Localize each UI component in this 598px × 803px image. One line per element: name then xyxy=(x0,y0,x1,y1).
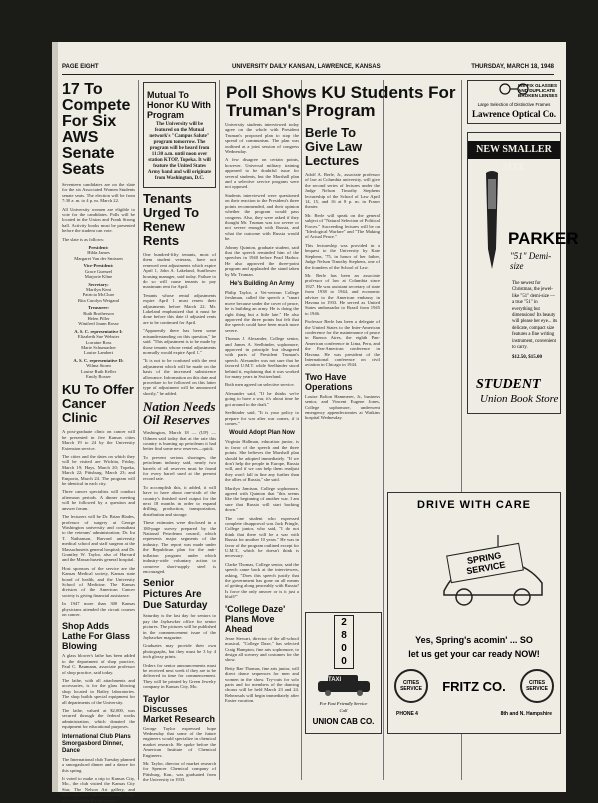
slate-office: Secretary: xyxy=(88,281,109,287)
optical-frames: Large Selection of Distinctive Frames xyxy=(477,102,551,107)
aws-slate xyxy=(62,245,135,379)
taxi-icon xyxy=(314,673,374,697)
newspaper-page xyxy=(54,42,579,803)
oil-headline: Nation Needs Oil Reserves xyxy=(143,399,216,428)
fritz-address: 8th and N. Hampshire xyxy=(500,711,552,717)
taxi-sign: TAXI xyxy=(328,677,342,683)
tenants-paragraph: "It is not to be confused with the rent adjustment which will be made on the basis of the increased subsistence allowance. Information on this date and procedure to be followed on this latter type of adjustment will be announced shortly," he added. xyxy=(143,358,216,396)
parker-model: "51" Demi-size xyxy=(510,251,552,271)
slate-office: A. S. C. representative II: xyxy=(73,357,124,363)
ad-lawrence-optical xyxy=(467,80,561,124)
cab-tag: For Fast Friendly Service xyxy=(319,701,368,706)
shop-headline: Shop Adds Lathe For Glass Blowing xyxy=(62,621,131,652)
poll-headline-block xyxy=(226,82,458,124)
poll-paragraph: Thomas J. Alexander, College senior, and James A. Seelbinder, sophomore, approved in principle but disagreed with parts of President Truman's speech. Alexander was not sure that he favored U.M.T. while Seelbinder stood behind it, explaining that it was worked for many years in Switzerland. xyxy=(225,336,299,380)
poll-paragraph: Johnny Quinton, graduate student, said that the speech reminded him of the speeches in 1940 before Pearl Harbor. He also approved the three-point program and applauded the stand taken by Mr. Truman. xyxy=(225,244,299,277)
intl-paragraph: It voted to make a trip to Kansas City, Mo., the club visited the Kansas City Star, The Nelson Art gallery, and Mexican and Chinese restaurants. They also attended a British movie. xyxy=(62,775,135,803)
column-3 xyxy=(225,122,299,782)
cab-tag: Call xyxy=(339,708,348,713)
poll-paragraph: Clarke Thomas, College senior, said the speech came back at the interviewers, asking, "Does this speech justify that the government has gone on all means of getting along peaceably with Russia? Is force the only answer or is it just a bluff?" xyxy=(225,561,299,600)
cancer-paragraph: Host sponsors of the service are the Kansas Medical society, Kansas state board of health, and the University School of Medicine. The Kansas division of the American Cancer society is giving financial assistance. xyxy=(62,565,135,598)
slate-candidate: Helen Piller xyxy=(87,315,110,321)
college-daze-headline: 'College Daze' Plans Move Ahead xyxy=(225,603,286,634)
slate-candidate: Elizabeth Sue Webster xyxy=(77,334,120,340)
column-rule xyxy=(219,80,220,780)
operations-headline: Two Have Operations xyxy=(305,371,353,392)
tenants-headline: Tenants Urged To Renew Rents xyxy=(143,191,200,248)
slate-candidate: Marie Schumacher xyxy=(81,344,116,350)
tenants-paragraph: "Apparently there has been some misunderstanding on this question," he said. "This adjustment is to be made by those tenants whose rental adjustments normally would expire April 1." xyxy=(143,328,216,355)
slate-candidate: Marilyn Kent xyxy=(86,286,111,292)
cancer-paragraph: A post-graduate clinic on cancer will be presented in five Kansas cities March 19 to 24 by the University Extension service. xyxy=(62,429,135,451)
poll-paragraph: Students interviewed were questioned on their reaction to the President's three points recommended, and their opinion whether the program would pass congress. Also, they were asked if they thought Mr. Truman was too severe or not severe enough with Russia, and what the outcome with Russia would be. xyxy=(225,192,299,242)
operations-paragraph: Louise Bolton Hammerer, Jr., business senior, and Vincent Eugene Jones, College sophomore, underwent emergency appendectomies at Watkins hospital Wednesday. xyxy=(305,393,380,421)
cancer-paragraph: Three cancer specialists will conduct afternoon periods. A dinner meeting will be followed by a question and answer forum. xyxy=(62,489,135,511)
seniors-headline: Senior Pictures Are Due Saturday xyxy=(143,578,208,612)
shop-paragraph: A glass blower's lathe has been added to the department of shop practice, Paul C. Baumann, associate professor of shop practice, said today. xyxy=(62,653,135,675)
column-1 xyxy=(62,80,135,803)
mutual-headline: Mutual To Honor KU With Program xyxy=(147,90,211,120)
page-number: PAGE EIGHT xyxy=(62,64,99,70)
oil-paragraph: To prevent serious shortages, the petroleum industry said, nearly two barrels of oil reserves must be found for every barrel used at the present record rate. xyxy=(143,454,216,482)
intl-paragraph: The International club Tuesday planned a smorgasbord dinner and a dance for this spring. xyxy=(62,756,135,773)
column-2 xyxy=(143,80,216,782)
aws-paragraph: All University women are eligible to vote for the candidates. Polls will be located in the Union and Frank Strong hall. Activity books must be presented before the student can vote. xyxy=(62,206,135,234)
cities-service-logo: CITIES SERVICE xyxy=(394,669,428,703)
poll-paragraph: Alexander said, "If he thinks we're going to have a war, it's about time he got around to the draft." xyxy=(225,390,299,407)
berle-paragraph: This lectureship was provided in a bequest to the University by Kate Stephens, '75, in honor of her father, Judge Nelson Timothy Stephens, one of the founders of the School of Law. xyxy=(305,242,380,270)
cab-phone: 2 8 0 0 xyxy=(334,615,354,669)
college-daze-paragraph: Betty Rae Thomas, fine arts junior, will direct dance sequences for men and women in the show. Try-outs for solo parts and for members of the dancing chorus will be held March 23 and 24. Rehearsals will begin immediately after Easter vacation. xyxy=(225,665,299,704)
college-daze-paragraph: Jesse Stewart, director of the all-school musical, "College Daze," has selected Craig Hampton, fine arts sophomore, to design all scenery and costumes for the show. xyxy=(225,635,299,663)
cancer-paragraph: The lecturers will be Dr. Brian Blades, professor of surgery at George Washington university and consultant to the veterans' administration; Dr. Ira T. Nathanson, Harvard university medical school and staff surgeon at the Massachusetts general hospital; and Dr. Grantley W. Taylor, also of Harvard and the Massachusetts general hospital. xyxy=(62,514,135,563)
slate-candidate: Margaret Van der Smissen xyxy=(74,255,123,261)
optical-line: AND DUPLICATE xyxy=(518,88,556,93)
slate-candidate: Hilda James xyxy=(87,250,110,256)
seniors-paragraph: Orders for senior announcements must be received next week if they are to be delivered in time for commencement. They will be printed by Green Jewelry company in Kansas City, Mo. xyxy=(143,662,216,690)
ad-union-cab xyxy=(305,612,382,734)
store-name: STUDENT xyxy=(476,377,541,392)
seniors-paragraph: Saturday is the last day for seniors to pay the Jayhawker office for senior pictures. The pictures will be published in the commencement issue of the Jayhawker magazine. xyxy=(143,613,216,640)
masthead: UNIVERSITY DAILY KANSAN, LAWRENCE, KANSAS xyxy=(232,64,381,70)
poll-subhead: He's Building An Army xyxy=(229,280,295,287)
parker-price: $12.50, $15.00 xyxy=(512,355,542,360)
poll-paragraph: Both men agreed on selective service. xyxy=(225,382,295,388)
mutual-body: The University will be featured on the Mutual network's "Campus Salute" program tomorrow. The program will be heard from 11:30 a.m. until noon over station KTOP, Topeka. It will feature the United States Army band and will originate from Washington, D.C. xyxy=(147,122,212,181)
fritz-slogan: Yes, Spring's acomin' ... SO xyxy=(415,635,533,645)
parker-banner: NEW SMALLER SIZE xyxy=(468,141,560,159)
poll-paragraph: University students interviewed today agree on the whole with President Truman's proposed plan to stop the spread of communism. The plan was outlined at a joint session of congress Wednesday. xyxy=(225,122,299,155)
column-rule xyxy=(383,80,384,780)
optical-line: WE FIX GLASSES xyxy=(518,83,558,88)
cities-service-logo: CITIES SERVICE xyxy=(520,669,554,703)
spring-service-sign: SPRING SERVICE xyxy=(446,543,524,583)
slate-office: A. S. C. representative I: xyxy=(74,328,123,334)
oil-paragraph: These estimates were disclosed in a 180-page survey prepared by the National Petroleum council, which represents major segments of the industry. The report was made under the Republican plan for the anti-inflation program under which industry-wide voluntary action to conserve short-supply steel is encouraged. xyxy=(143,520,216,574)
slate-candidate: Rita Carolyn Weigand xyxy=(78,297,119,303)
parker-brand: PARKER xyxy=(508,229,579,248)
slate-candidate: Lorraine Ross xyxy=(85,339,112,345)
slate-candidate: Wilma Storm xyxy=(86,363,111,369)
column-rule xyxy=(301,80,302,780)
oil-paragraph: To accomplish this, it added, it will have to have about one-sixth of the country's finished steel output for the next 18 months in order to expand drilling, production, transportation, distribution and storage. xyxy=(143,484,216,517)
optical-line: BROKEN LENSES xyxy=(518,93,558,98)
slate-candidate: Emily Rosser xyxy=(86,374,111,379)
slate-candidate: Ruth Brotherson xyxy=(83,310,114,316)
cancer-paragraph: In 1947 more than 300 Kansas physicians attended the circuit courses on cancer. xyxy=(62,601,135,617)
berle-paragraph: Professor Berle has been a delegate of the United States to the Inter-American conference for the maintenance of peace in Buenos Aires, the eighth Pan-American conference in Lima, Peru, and the Pan-American conference in Havana. He was president of the International conference on civil aviation in Chicago in 1944. xyxy=(305,319,380,368)
slate-candidate: Marjorie Kline xyxy=(84,274,113,280)
fritz-company: FRITZ CO. xyxy=(442,679,506,694)
poll-subhead: Would Adopt Plan Now xyxy=(229,430,295,437)
berle-paragraph: Mr. Berle has been an associate professor of law at Columbia since 1927. He was assistant secretary of state from 1938 to 1944, and economic adviser to the American embassy in Havana in 1933. He served as United States ambassador to Brazil from 1945 to 1946. xyxy=(305,272,380,316)
aws-paragraph: Seventeen candidates are on the slate for the six Associated Women Students senate seats. The election will be from 7:30 a. m. to 4 p. m. March 22. xyxy=(62,182,135,204)
taylor-paragraph: Mr. Taylor, director of market research for Spencer Chemical company of Pittsburg, Kan., was graduated from the University in 1933. xyxy=(143,761,216,783)
shop-paragraph: The lathe, valued at $2,000, was secured through the federal works administration, which donated the equipment for educational purposes. xyxy=(62,708,135,730)
slate-candidate: Patricia McClure xyxy=(82,292,115,298)
poll-headline: Poll Shows KU Students For Truman's Program xyxy=(226,83,456,120)
slate-office: Vice-President: xyxy=(83,263,114,269)
seniors-paragraph: Graduates may provide their own photographs, but they must be 3 by 4 inch glossy prints. xyxy=(143,643,216,660)
fritz-phone: PHONE 4 xyxy=(396,711,418,717)
fritz-drive: DRIVE WITH CARE xyxy=(417,499,531,511)
dateline: THURSDAY, MARCH 18, 1948 xyxy=(471,64,554,70)
ad-parker xyxy=(467,132,579,414)
slate-candidate: Louise Lambert xyxy=(83,350,114,356)
tenants-paragraph: One hundred-fifty tenants, most of them student veterans, have not renewed rent adjustments which expire April 1, John A. Lakeland, Sunflower housing manager, said today. Failure to do so will cause tenants to pay maximum rent for April. xyxy=(143,252,216,290)
aws-paragraph: The slate is as follows: xyxy=(62,236,105,242)
poll-paragraph: Seelbinder said, "It is your policy to prepare for war after war comes, if it comes." xyxy=(225,410,299,426)
slate-office: President: xyxy=(88,245,109,251)
column-rule xyxy=(138,80,139,780)
cancer-headline: KU To Offer Cancer Clinic xyxy=(62,382,134,426)
poll-paragraph: Marilyn Jamison, College sophomore, agreed with Quinton that "this seems like the beginning of another war. I am sure that Russia will start backing down." xyxy=(225,485,299,513)
fritz-slogan: let us get your car ready NOW! xyxy=(408,649,540,659)
poll-paragraph: Philip Taylor, a Vet-veteran College freshman, called the speech a "smart move because under the cover of peace, he is building an army. He is doing the right thing but a little late." He also approved the three points but felt that the speech could have been much more severe. xyxy=(225,289,299,333)
taylor-headline: Taylor Discusses Market Research xyxy=(143,693,216,724)
store-subname: Union Book Store xyxy=(480,393,559,405)
slate-candidate: Louise Ruth Keller xyxy=(80,368,117,374)
optical-name: Lawrence Optical Co. xyxy=(471,109,557,119)
ad-fritz xyxy=(387,492,561,734)
slate-candidate: Grace Guenzel xyxy=(84,268,113,274)
slate-candidate: Winifred Joann Rosse xyxy=(78,321,119,327)
berle-headline: Berle To Give Law Lectures xyxy=(305,125,363,168)
page-header xyxy=(62,62,554,75)
parker-copy: The newest for Christmas, the jewel-like "51" demi-size — a true "51" in everything but dimensions! Its beauty will please her eye... its delicate, compact size features a fine writing instrument, convenient to carry. xyxy=(512,281,558,351)
cab-name: UNION CAB CO. xyxy=(312,717,375,726)
berle-paragraph: Adolf A. Berle, Jr., associate professor of law at Columbia university, will give the second series of lectures under the Judge Nelson Timothy Stephens lectureship of the School of Law April 14, 15, and 16 at 8 p. m. in Fraser theater. xyxy=(305,172,380,210)
cancer-paragraph: The cities and the dates on which they will be visited are Wichita, Friday, March 19; Hays, March 20; Topeka, March 22; Pittsburg, March 23; and Emporia, March 24. The program will be identical in each city. xyxy=(62,454,135,487)
poll-paragraph: Virginia Hallman, education junior, is in favor of the speech and the three points. She believes the Marshall plan should be adopted immediately. "If we don't help the people in Europe, Russia will, and if we can help them readjust they won't fall in line any further than the allies of Russia," she said. xyxy=(225,439,299,483)
mutual-box xyxy=(143,82,216,188)
berle-paragraph: Mr. Berle will speak on the general subject of "Natural Selection of Political Forces." Succeeding lectures will be on "Ideological Warfare" and "The Making of Actual Peace." xyxy=(305,212,380,240)
pen-icon xyxy=(472,169,512,279)
intl-headline: International Club Plans Smorgasbord Dinner, Dance xyxy=(62,733,131,754)
poll-paragraph: A few disagree on certain points, however. Universal military training appeared to be doubtful issue for several students, but the Marshall plan and a selective service program were not opposed. xyxy=(225,157,299,190)
oil-paragraph: Washington, March 18 — (UP) — Oilmen said today that at the rate this country is burning up petroleum it had better find some new reserves—quick. xyxy=(143,430,216,452)
taylor-paragraph: George Taylor expressed hope Wednesday that some of the future engineers would specialize in chemical market research. He spoke before the American Institute of Chemical Engineers. xyxy=(143,725,216,758)
aws-headline: 17 To Compete For Six AWS Senate Seats xyxy=(62,81,131,178)
shop-paragraph: The lathe, with all attachments and accessories, is for the glass blowing shop located in Bailey laboratories. The shop builds special equipment for all departments of the University. xyxy=(62,678,135,705)
tenants-paragraph: Tenants whose rental adjustments expire April 1 must renew their adjustments before March 22. Mr. Lakeland emphasized that it must be done before this date if adjusted rents are to be continued for April. xyxy=(143,292,216,325)
poll-paragraph: The one student who expressed complete disapproval was Jack Pringle, College junior, who said, "I do not think that there will be a war with Russia for another 10 years." He was in favor of the program outlined except for U.M.T., which he doesn't think is necessary. xyxy=(225,515,299,559)
slate-office: Treasurer: xyxy=(88,305,109,311)
